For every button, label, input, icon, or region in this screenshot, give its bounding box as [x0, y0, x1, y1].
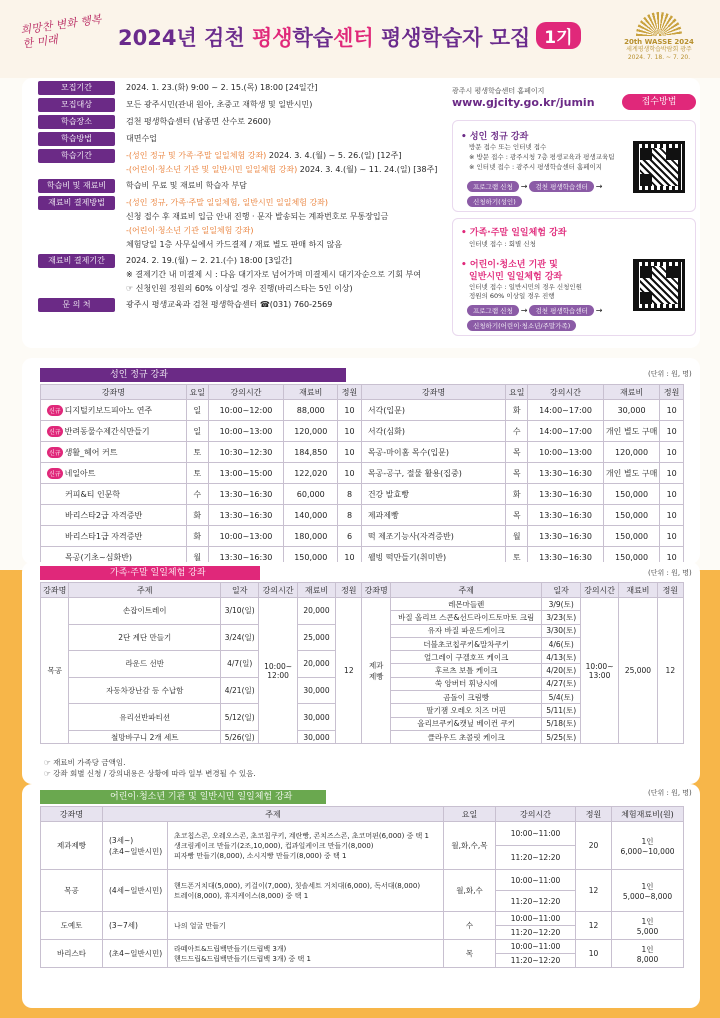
course-name [41, 442, 187, 463]
table-header-row [41, 807, 684, 822]
category: 목공 [41, 598, 69, 744]
info-term-label: -(성인 정규 및 가족·주말 일일체험 강좌) [126, 151, 269, 160]
reception-line: 정원의 60% 이상일 경우 진행 [469, 292, 555, 300]
info-label: 재료비 결제방법 [38, 196, 115, 210]
info-value [126, 149, 437, 177]
date: 4/6(토) [542, 637, 580, 650]
reception-box-adult: • 성인 정규 강좌 방문 접수 또는 인터넷 접수 ※ 방문 접수 : 광주시청 7층 평생교육과 평생교육팀 ※ 인터넷 접수 : 광주시 평생학습센터 홈페이지 프로그램 신청 → 검천 평생학습센터 →신청하기(성인) [452, 120, 696, 212]
column-header: 재료비 [619, 583, 657, 598]
cell: 120,000 [284, 421, 338, 442]
arrow-icon: → [520, 182, 528, 191]
cell: 150,000 [603, 484, 659, 505]
column-header: 강의시간 [528, 385, 604, 400]
cell: 150,000 [603, 547, 659, 568]
column-header: 강의시간 [259, 583, 297, 598]
info-row [38, 196, 438, 252]
cell: 화 [186, 505, 208, 526]
cell: 8 [338, 484, 362, 505]
topic: 핸드폰거치대(5,000), 키걸이(7,000), 칫솔세트 거치대(6,000), 독서대(8,000) 트레이(8,000), 휴지케이스(8,000) 중 택 1 [168, 870, 444, 912]
reception-step[interactable]: 검천 평생학습센터 [529, 181, 593, 192]
reception-step[interactable]: 프로그램 신청 [467, 305, 519, 316]
cell: 10 [660, 442, 684, 463]
cell: 10:00~13:00 [208, 421, 284, 442]
cell: 14:00~17:00 [528, 400, 604, 421]
date: 3/9(토) [542, 598, 580, 611]
date: 4/21(일) [221, 677, 259, 704]
time: 10:00~ 13:00 [580, 598, 618, 744]
topic: 라운드 선반 [69, 651, 221, 678]
cell: 10 [338, 463, 362, 484]
cell: 10:00~12:00 [208, 400, 284, 421]
section1-title: 성인 정규 강좌 [40, 368, 346, 382]
table-row [41, 484, 684, 505]
qr-code-adult[interactable] [633, 141, 685, 193]
section1-unit: (단위 : 원, 명) [648, 370, 692, 378]
course-name-text: 목공(기초~심화반) [65, 552, 133, 562]
info-row [38, 149, 438, 177]
page-title: 2024년 검천 평생학습센터 평생학습자 모집 1기 [118, 22, 581, 52]
date: 3/23(토) [542, 611, 580, 624]
cell: 목 [506, 463, 528, 484]
cell: 10 [338, 421, 362, 442]
column-header: 일자 [542, 583, 580, 598]
new-badge: 신규 [47, 426, 63, 437]
arrow-icon: → [595, 182, 603, 191]
table-header-row [41, 385, 684, 400]
cell: 150,000 [603, 505, 659, 526]
cell: 10 [338, 547, 362, 568]
reception-step[interactable]: 신청하기(성인) [467, 196, 522, 207]
cell: 13:30~16:30 [528, 547, 604, 568]
site-label: 광주시 평생학습센터 홈페이지 [452, 87, 545, 95]
info-line: -(성인 정규, 가족·주말 일일체험, 일반시민 일일체험 강좌) [126, 198, 329, 207]
course-name [41, 463, 187, 484]
topic: 더블초코칩쿠키&말차쿠키 [390, 637, 542, 650]
reception-line: 인터넷 접수 : 일반시민의 경우 신청인원 [469, 283, 582, 291]
column-header: 요일 [186, 385, 208, 400]
topic: 2단 계단 만들기 [69, 624, 221, 651]
new-badge: 신규 [47, 405, 63, 416]
column-header: 강의시간 [580, 583, 618, 598]
info-line: 체험당일 1층 사무실에서 카드결제 / 재료 별도 판매 하지 않음 [126, 240, 343, 249]
topic: 유자 바질 파운드케이크 [390, 624, 542, 637]
cell: 화 [506, 484, 528, 505]
cell: 목 [506, 505, 528, 526]
info-row [38, 115, 438, 130]
column-header: 강좌명 [41, 583, 69, 598]
info-term-label: -(어린이·청소년 기관 및 일반시민 일일체험 강좌) [126, 165, 300, 174]
column-header: 강좌명 [41, 807, 103, 822]
table-row [41, 400, 684, 421]
column-header: 체험재료비(원) [612, 807, 684, 822]
column-header: 강좌명 [362, 583, 390, 598]
info-value: 모든 광주시민(관내 원아, 초중고 재학생 및 일반시민) [126, 100, 313, 109]
info-row [38, 254, 438, 296]
cell: 일 [186, 421, 208, 442]
info-row [38, 298, 438, 313]
cell: 60,000 [284, 484, 338, 505]
table-row [41, 912, 684, 926]
info-row [38, 132, 438, 147]
column-header: 재료비 [603, 385, 659, 400]
fee: 1인 5,000~8,000 [612, 870, 684, 912]
table-row [41, 598, 684, 611]
cell: 개인 별도 구매 [603, 463, 659, 484]
section2-title: 가족·주말 일일체험 강좌 [40, 566, 260, 580]
table-row [41, 421, 684, 442]
course-name [41, 526, 187, 547]
new-badge: 신규 [47, 447, 63, 458]
cell: 월 [186, 547, 208, 568]
section3-unit: (단위 : 원, 명) [648, 789, 692, 797]
cell: 10 [660, 463, 684, 484]
info-term-value: 2024. 3. 4.(월) ~ 11. 24.(일) [38주] [299, 165, 438, 174]
course-name [41, 505, 187, 526]
cell: 13:30~16:30 [208, 547, 284, 568]
section3-title: 어린이·청소년 기관 및 일반시민 일일체험 강좌 [40, 790, 326, 804]
time: 10:00~11:00 [496, 940, 576, 954]
reception-box-daily: • 가족·주말 일일체험 강좌 인터넷 접수 : 회별 신청 • 어린이·청소년 기관 및 일반시민 일일체험 강좌 인터넷 접수 : 일반시민의 경우 신청인원 정원의 60% 이상일 경우 진행 프로그램 신청 → 검천 평생학습센터 →신청하기(어린이·청소년/주말가족) [452, 218, 696, 336]
date: 3/10(일) [221, 598, 259, 625]
cell: 10 [660, 547, 684, 568]
reception-badge: 접수방법 [622, 94, 696, 110]
topic: 라떼아트&드립백만들기(드립백 3개) 핸드드립&드립백만들기(드립백 3개) 중 택 1 [168, 940, 444, 968]
info-row [38, 98, 438, 113]
course-name: 제과제빵 [41, 822, 103, 870]
fee: 30,000 [297, 677, 335, 704]
cell: 122,020 [284, 463, 338, 484]
topic: 올리브쿠키&캣닢 베이컨 쿠키 [390, 717, 542, 730]
capacity: 12 [336, 598, 362, 744]
reception-step[interactable]: 검천 평생학습센터 [529, 305, 593, 316]
table-row [41, 505, 684, 526]
date: 4/27(토) [542, 677, 580, 690]
column-header: 주제 [69, 583, 221, 598]
column-header: 강좌명 [361, 385, 506, 400]
info-value: 2024. 1. 23.(화) 9:00 ~ 2. 15.(목) 18:00 [24일간] [126, 83, 318, 92]
cell: 184,850 [284, 442, 338, 463]
date: 4/20(토) [542, 664, 580, 677]
cell: 10:00~13:00 [208, 526, 284, 547]
cell: 개인 별도 구매 [603, 421, 659, 442]
fee: 25,000 [297, 624, 335, 651]
table-row [41, 940, 684, 954]
family-course-table [40, 582, 684, 744]
topic: 클라우드 초콜릿 케이크 [390, 730, 542, 743]
capacity: 12 [657, 598, 683, 744]
column-header: 강의시간 [208, 385, 284, 400]
arrow-icon: → [520, 306, 528, 315]
qr-code-daily[interactable] [633, 259, 685, 311]
info-label: 모집대상 [38, 98, 115, 112]
date: 5/11(토) [542, 704, 580, 717]
capacity: 10 [576, 940, 612, 968]
cell: 13:30~16:30 [208, 505, 284, 526]
date: 5/18(토) [542, 717, 580, 730]
cell: 10 [660, 484, 684, 505]
course-name-text: 디지털키보드피아노 연주 [64, 405, 153, 415]
info-label: 학습기간 [38, 149, 115, 163]
reception-line: 방문 접수 또는 인터넷 접수 [469, 143, 547, 151]
fan-icon [636, 12, 682, 36]
info-line: 신청 접수 후 재료비 입금 안내 진행 · 문자 발송되는 계좌번호로 무통장입금 [126, 212, 389, 221]
cell: 화 [506, 400, 528, 421]
day: 월,화,수 [444, 870, 496, 912]
info-value: 학습비 무료 및 재료비 학습자 부담 [126, 181, 247, 190]
column-header: 재료비 [284, 385, 338, 400]
cell: 토 [186, 442, 208, 463]
cell: 14:00~17:00 [528, 421, 604, 442]
reception-step[interactable]: 신청하기(어린이·청소년/주말가족) [467, 320, 576, 331]
cell: 180,000 [284, 526, 338, 547]
adult-course-table [40, 384, 684, 568]
column-header: 주제 [390, 583, 542, 598]
date: 5/12(일) [221, 704, 259, 731]
table-row [41, 526, 684, 547]
fee: 1인 5,000 [612, 912, 684, 940]
event-logo: 20th WASSE 2024 세계평생학습박람회 광주 2024. 7. 18. ~ 7. 20. [624, 12, 694, 70]
header [0, 0, 720, 78]
age: (초4~일반시민) [103, 940, 168, 968]
course-name-text: 네일아트 [64, 468, 96, 478]
course-name [41, 400, 187, 421]
table-row [41, 463, 684, 484]
fee: 1인 6,000~10,000 [612, 822, 684, 870]
course-name: 목공 [41, 870, 103, 912]
date: 4/13(토) [542, 651, 580, 664]
cell: 13:30~16:30 [208, 484, 284, 505]
info-value: 대면수업 [126, 134, 157, 143]
course-name: 제과제빵 [361, 505, 506, 526]
cell: 13:30~16:30 [528, 484, 604, 505]
topic: 유리선반파티션 [69, 704, 221, 731]
info-label: 학습방법 [38, 132, 115, 146]
cell: 13:30~16:30 [528, 526, 604, 547]
cell: 8 [338, 505, 362, 526]
course-name-text: 생활_헤어 커트 [64, 447, 118, 457]
fee: 25,000 [619, 598, 657, 744]
course-name: 웰빙 떡만들기(취미반) [361, 547, 506, 568]
info-line: 2024. 2. 19.(월) ~ 2. 21.(수) 18:00 [3일간] [126, 256, 292, 265]
topic: 후르츠 보틀 케이크 [390, 664, 542, 677]
info-label: 학습장소 [38, 115, 115, 129]
fee: 30,000 [297, 730, 335, 743]
day: 수 [444, 912, 496, 940]
cell: 120,000 [603, 442, 659, 463]
info-label: 학습비 및 재료비 [38, 179, 115, 193]
age: (3~7세) [103, 912, 168, 940]
topic: 나의 얼굴 만들기 [168, 912, 444, 940]
note-line: ☞ 강좌 회별 신청 / 강의내용은 상황에 따라 일부 변경될 수 있음. [44, 769, 256, 778]
date: 4/7(일) [221, 651, 259, 678]
topic: 곰돌이 크림빵 [390, 691, 542, 704]
info-line: ※ 결제기간 내 미결제 시 : 다음 대기자로 넘어가며 미결제시 대기자순으로 기회 부여 [126, 270, 421, 279]
time: 11:20~12:20 [496, 891, 576, 912]
cell: 88,000 [284, 400, 338, 421]
time: 10:00~11:00 [496, 822, 576, 846]
course-name: 바리스타 [41, 940, 103, 968]
topic: 쑥 앙버터 휘낭시에 [390, 677, 542, 690]
info-row [38, 179, 438, 194]
column-header: 요일 [444, 807, 496, 822]
course-name [41, 484, 187, 505]
info-line: ☞ 신청인원 정원의 60% 이상일 경우 진행(바리스타는 5인 이상) [126, 284, 353, 293]
date: 5/26(일) [221, 730, 259, 743]
age: (3세~) (초4~일반시민) [103, 822, 168, 870]
cell: 140,000 [284, 505, 338, 526]
course-name: 도예토 [41, 912, 103, 940]
course-name [41, 421, 187, 442]
cell: 토 [186, 463, 208, 484]
course-name-text: 반려동물수제간식만들기 [64, 426, 150, 436]
info-label: 모집기간 [38, 81, 115, 95]
column-header: 정원 [576, 807, 612, 822]
table-row [41, 822, 684, 846]
column-header: 정원 [338, 385, 362, 400]
topic: 레몬마들렌 [390, 598, 542, 611]
info-term-value: 2024. 3. 4.(월) ~ 5. 26.(일) [12주] [268, 151, 402, 160]
date: 3/24(일) [221, 624, 259, 651]
time: 11:20~12:20 [496, 926, 576, 940]
course-name-text: 바리스타1급 자격증반 [65, 531, 143, 541]
capacity: 12 [576, 912, 612, 940]
time: 10:00~11:00 [496, 870, 576, 891]
cell: 일 [186, 400, 208, 421]
section2-notes [44, 757, 256, 779]
cell: 150,000 [284, 547, 338, 568]
cell: 6 [338, 526, 362, 547]
topic: 얼그레이 구겔호프 케이크 [390, 651, 542, 664]
course-name: 목공-마이홈 목수(입문) [361, 442, 506, 463]
column-header: 재료비 [297, 583, 335, 598]
day: 목 [444, 940, 496, 968]
topic: 초코칩스콘, 오레오스콘, 초코칩쿠키, 계란빵, 콘치즈스콘, 초코머핀(6,000) 중 택 1 생크림케이크 만들기(2조,10,000), 컵과일케이크 만들기(8,000) 피자빵 만들기(8,000), 소시지빵 만들기(8,000) 중 택 1 [168, 822, 444, 870]
fee: 1인 8,000 [612, 940, 684, 968]
cell: 10:00~13:00 [528, 442, 604, 463]
date: 5/25(토) [542, 730, 580, 743]
course-name-text: 바리스타2급 자격증반 [65, 510, 143, 520]
column-header: 주제 [103, 807, 444, 822]
term-badge: 1기 [536, 22, 580, 49]
course-name: 목공-공구, 절물 활용(집중) [361, 463, 506, 484]
course-name: 서각(입문) [361, 400, 506, 421]
age: (4세~일반시민) [103, 870, 168, 912]
cell: 10 [660, 526, 684, 547]
course-name: 건강 발효빵 [361, 484, 506, 505]
cell: 13:30~16:30 [528, 505, 604, 526]
cell: 10 [660, 421, 684, 442]
arrow-icon: → [595, 306, 603, 315]
time: 10:00~11:00 [496, 912, 576, 926]
cell: 수 [186, 484, 208, 505]
reception-line: ※ 방문 접수 : 광주시청 7층 평생교육과 평생교육팀 [469, 153, 615, 161]
section2-unit: (단위 : 원, 명) [648, 569, 692, 577]
cell: 목 [506, 442, 528, 463]
course-name: 떡 제조기능사(자격증반) [361, 526, 506, 547]
cell: 10:30~12:30 [208, 442, 284, 463]
info-list [38, 81, 438, 315]
column-header: 정원 [336, 583, 362, 598]
site-url[interactable]: www.gjcity.go.kr/jumin [452, 96, 595, 109]
cell: 월 [506, 526, 528, 547]
info-label: 문 의 처 [38, 298, 115, 312]
info-value: 검천 평생학습센터 (남종면 산수로 2600) [126, 117, 271, 126]
column-header: 요일 [506, 385, 528, 400]
info-label: 재료비 결제기간 [38, 254, 115, 268]
info-value [126, 196, 388, 252]
note-line: ☞ 재료비 가족당 금액임. [44, 758, 126, 767]
info-value [126, 254, 421, 296]
table-row [41, 442, 684, 463]
column-header: 정원 [660, 385, 684, 400]
cell: 13:30~16:30 [528, 463, 604, 484]
cell: 150,000 [603, 526, 659, 547]
category: 제과 제빵 [362, 598, 390, 744]
column-header: 정원 [657, 583, 683, 598]
date: 5/4(토) [542, 691, 580, 704]
cell: 화 [186, 526, 208, 547]
column-header: 강의시간 [496, 807, 576, 822]
info-line: -(어린이·청소년 기관 일일체험 강좌) [126, 226, 254, 235]
topic: 손잡이트레이 [69, 598, 221, 625]
fee: 20,000 [297, 598, 335, 625]
topic: 바질 올리브 스콘&선드라이드토마토 크림 [390, 611, 542, 624]
cell: 토 [506, 547, 528, 568]
cell: 수 [506, 421, 528, 442]
capacity: 20 [576, 822, 612, 870]
column-header: 강좌명 [41, 385, 187, 400]
day: 월,화,수,목 [444, 822, 496, 870]
topic: 철망바구니 2개 세트 [69, 730, 221, 743]
reception-line: ※ 인터넷 접수 : 광주시 평생학습센터 홈페이지 [469, 163, 603, 171]
time: 10:00~ 12:00 [259, 598, 297, 744]
slogan-logo: 희망찬 변화 행복한 미래 [19, 12, 103, 51]
date: 3/30(토) [542, 624, 580, 637]
cell: 13:00~15:00 [208, 463, 284, 484]
info-row [38, 81, 438, 96]
reception-step[interactable]: 프로그램 신청 [467, 181, 519, 192]
new-badge: 신규 [47, 468, 63, 479]
table-row [41, 870, 684, 891]
cell: 10 [660, 400, 684, 421]
fee: 20,000 [297, 651, 335, 678]
cell: 30,000 [603, 400, 659, 421]
child-course-table [40, 806, 684, 968]
time: 11:20~12:20 [496, 846, 576, 870]
cell: 10 [660, 505, 684, 526]
topic: 자동차장난감 등 수납함 [69, 677, 221, 704]
time: 11:20~12:20 [496, 954, 576, 968]
cell: 10 [338, 442, 362, 463]
course-name: 서각(심화) [361, 421, 506, 442]
column-header: 일자 [221, 583, 259, 598]
capacity: 12 [576, 870, 612, 912]
cell: 10 [338, 400, 362, 421]
table-header-row [41, 583, 684, 598]
course-name-text: 커피&티 인문학 [65, 489, 121, 499]
fee: 30,000 [297, 704, 335, 731]
topic: 딸기잼 오레오 치즈 머핀 [390, 704, 542, 717]
info-value: 광주시 평생교육과 검천 평생학습센터 ☎(031) 760-2569 [126, 300, 333, 309]
